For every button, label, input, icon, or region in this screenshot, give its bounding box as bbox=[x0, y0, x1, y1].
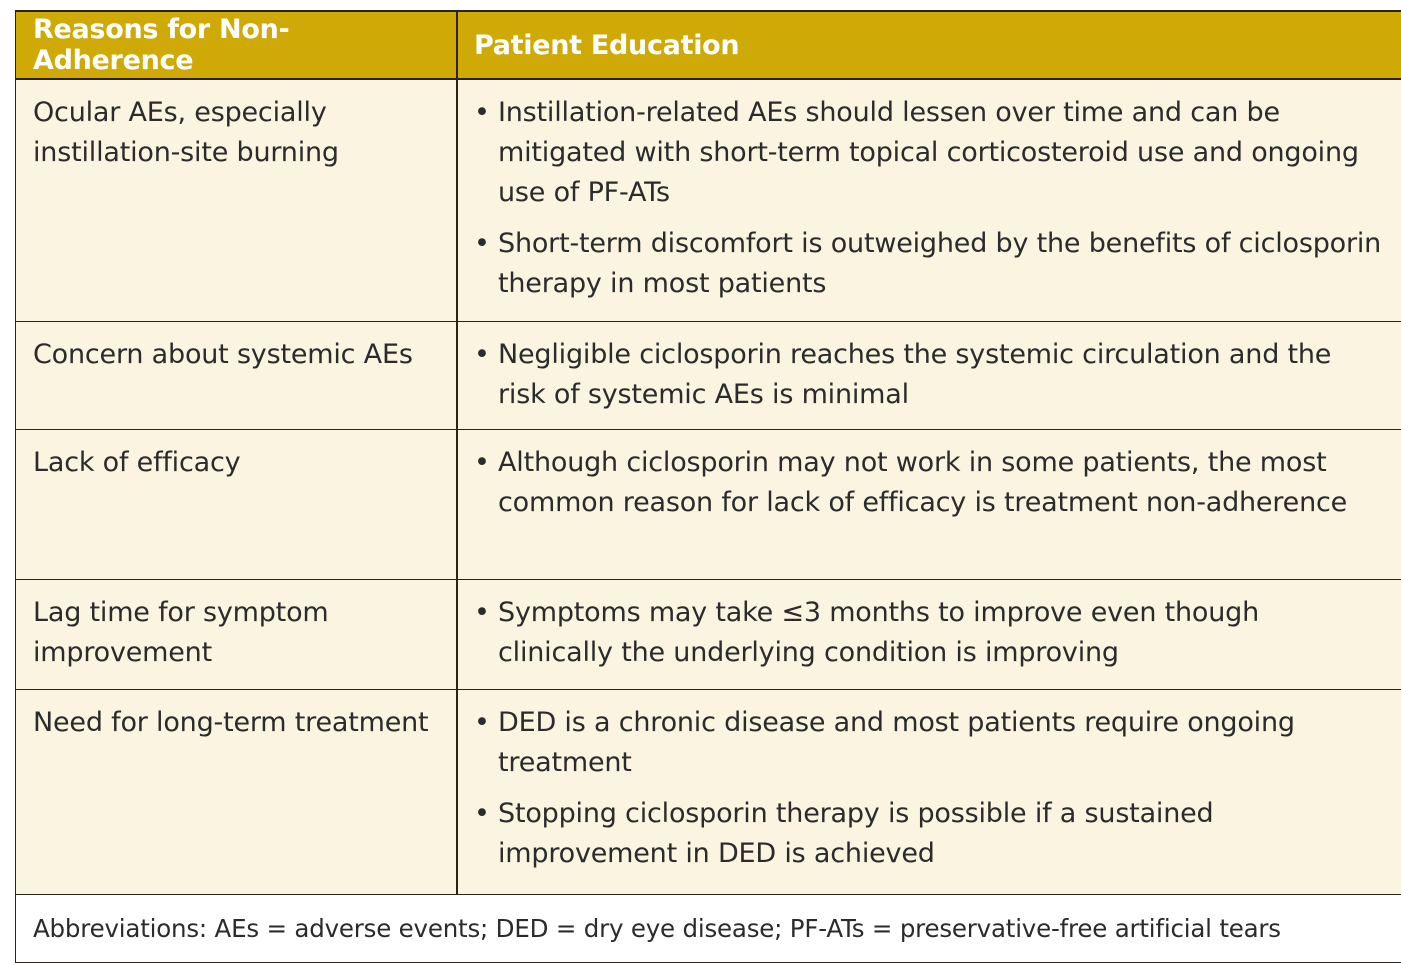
education-cell bbox=[458, 322, 1401, 429]
bullet-item: • DED is a chronic disease and most patients require ongoing treatment bbox=[474, 703, 1382, 783]
table-row bbox=[16, 322, 1401, 430]
reason-cell: Lack of efficacy bbox=[16, 430, 458, 579]
footer-row bbox=[16, 895, 1401, 963]
table-row bbox=[16, 690, 1401, 895]
reason-cell: Lag time for symptom improvement bbox=[16, 580, 458, 689]
bullet-icon: • bbox=[474, 597, 490, 628]
education-cell bbox=[458, 690, 1401, 894]
abbreviations-footnote: Abbreviations: AEs = adverse events; DED = dry eye disease; PF-ATs = preservative-free artificial tears bbox=[16, 895, 1401, 962]
bullet-item: • Instillation-related AEs should lessen over time and can be mitigated with short-term topical corticosteroid use and ongoing use of PF-ATs bbox=[474, 93, 1382, 213]
non-adherence-table bbox=[15, 10, 1401, 963]
table-row bbox=[16, 430, 1401, 580]
reason-cell: Ocular AEs, especially instillation-site burning bbox=[16, 80, 458, 321]
bullet-icon: • bbox=[474, 798, 490, 829]
bullet-item: • Although ciclosporin may not work in some patients, the most common reason for lack of efficacy is treatment non-adherence bbox=[474, 443, 1382, 523]
bullet-icon: • bbox=[474, 97, 490, 128]
header-reasons: Reasons for Non-Adherence bbox=[16, 12, 458, 78]
bullet-item: • Negligible ciclosporin reaches the systemic circulation and the risk of systemic AEs is minimal bbox=[474, 335, 1382, 415]
bullet-icon: • bbox=[474, 707, 490, 738]
education-cell bbox=[458, 580, 1401, 689]
table-row bbox=[16, 80, 1401, 322]
bullet-item: • Symptoms may take ≤3 months to improve even though clinically the underlying condition is improving bbox=[474, 593, 1382, 673]
header-patient-education: Patient Education bbox=[474, 29, 740, 61]
bullet-icon: • bbox=[474, 447, 490, 478]
table-row bbox=[16, 580, 1401, 690]
bullet-icon: • bbox=[474, 339, 490, 370]
bullet-icon: • bbox=[474, 228, 490, 259]
bullet-item: • Stopping ciclosporin therapy is possible if a sustained improvement in DED is achieved bbox=[474, 794, 1382, 874]
table-header-row bbox=[16, 12, 1401, 80]
education-cell bbox=[458, 430, 1401, 579]
bullet-item: • Short-term discomfort is outweighed by the benefits of ciclosporin therapy in most patients bbox=[474, 224, 1382, 304]
reason-cell: Need for long-term treatment bbox=[16, 690, 458, 894]
education-cell bbox=[458, 80, 1401, 321]
reason-cell: Concern about systemic AEs bbox=[16, 322, 458, 429]
